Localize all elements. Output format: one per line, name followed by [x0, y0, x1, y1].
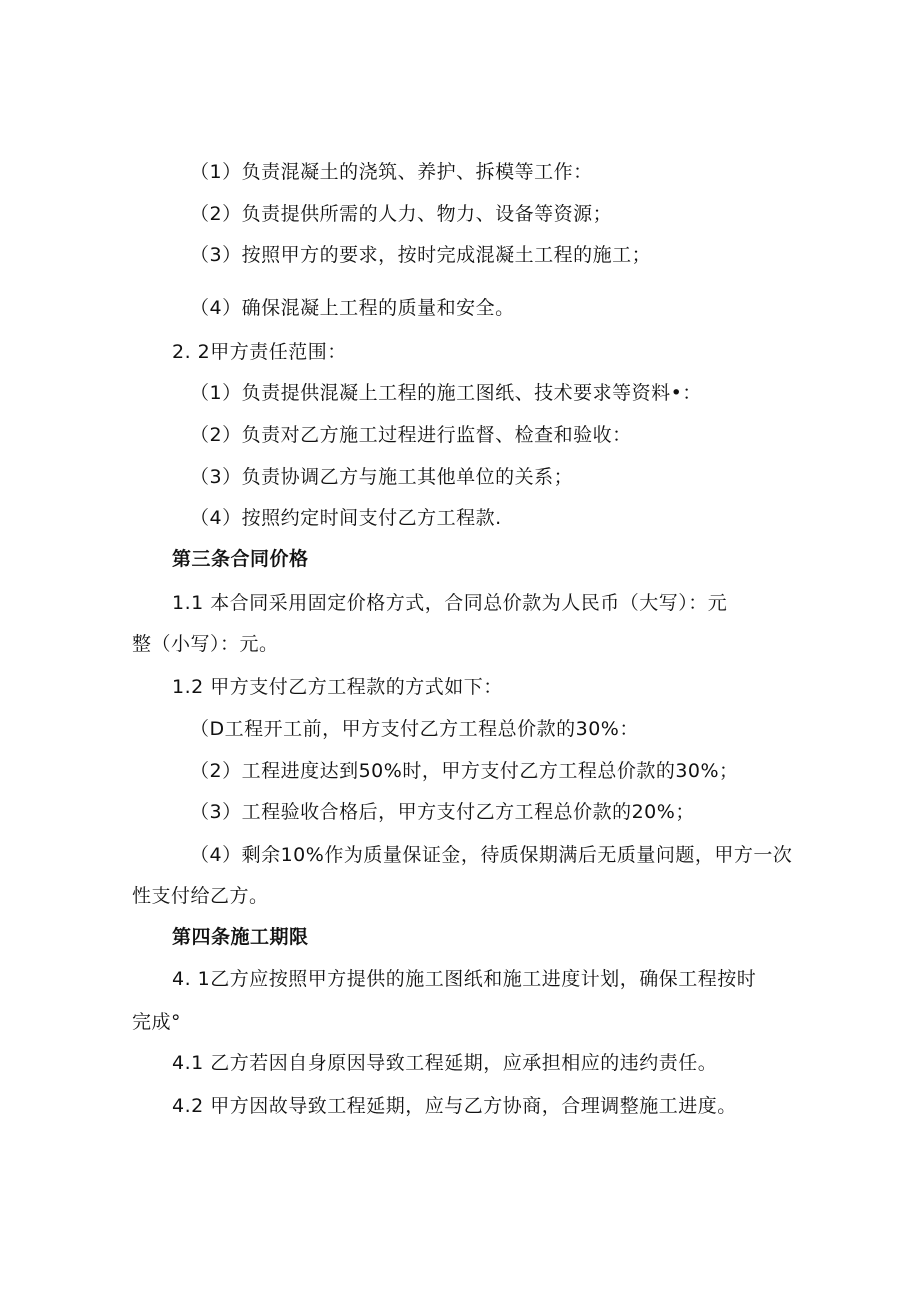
payment-item-4-line2: 性支付给乙方。	[132, 885, 269, 907]
duty-item-jia-2: （2）负责对乙方施工过程进行监督、检查和验收：	[190, 424, 632, 446]
clause-4-2: 4.2 甲方因故导致工程延期，应与乙方协商，合理调整施工进度。	[172, 1095, 737, 1117]
article-4-heading: 第四条施工期限	[172, 926, 309, 948]
duty-item-jia-4: （4）按照约定时间支付乙方工程款.	[190, 507, 502, 529]
section-jia-duty-title: 2. 2甲方责任范围：	[172, 341, 347, 363]
duty-item-jia-3: （3）负责协调乙方与施工其他单位的关系；	[190, 466, 574, 488]
payment-item-1: （D工程开工前，甲方支付乙方工程总价款的30%：	[190, 718, 639, 740]
clause-1-1-line2: 整（小写）：元。	[132, 633, 279, 655]
clause-4-1-line1: 4. 1乙方应按照甲方提供的施工图纸和施工进度计划，确保工程按时	[172, 968, 757, 990]
duty-item-yi-3: （3）按照甲方的要求，按时完成混凝土工程的施工；	[190, 244, 652, 266]
article-3-heading: 第三条合同价格	[172, 548, 309, 570]
duty-item-yi-2: （2）负责提供所需的人力、物力、设备等资源；	[190, 203, 613, 225]
clause-1-1-line1: 1.1 本合同采用固定价格方式，合同总价款为人民币（大写）：元	[172, 592, 728, 614]
clause-1-2: 1.2 甲方支付乙方工程款的方式如下：	[172, 676, 503, 698]
clause-4-1b: 4.1 乙方若因自身原因导致工程延期，应承担相应的违约责任。	[172, 1052, 718, 1074]
payment-item-4-line1: （4）剩余10%作为质量保证金，待质保期满后无质量问题，甲方一次	[190, 844, 793, 866]
payment-item-3: （3）工程验收合格后，甲方支付乙方工程总价款的20%；	[190, 801, 695, 823]
duty-item-yi-1: （1）负责混凝土的浇筑、养护、拆模等工作：	[190, 161, 593, 183]
duty-item-yi-4: （4）确保混凝上工程的质量和安全。	[190, 297, 515, 319]
clause-4-1-line2: 完成°	[132, 1011, 182, 1033]
duty-item-jia-1: （1）负责提供混凝上工程的施工图纸、技术要求等资料•：	[190, 382, 702, 404]
payment-item-2: （2）工程进度达到50%时，甲方支付乙方工程总价款的30%；	[190, 760, 739, 782]
